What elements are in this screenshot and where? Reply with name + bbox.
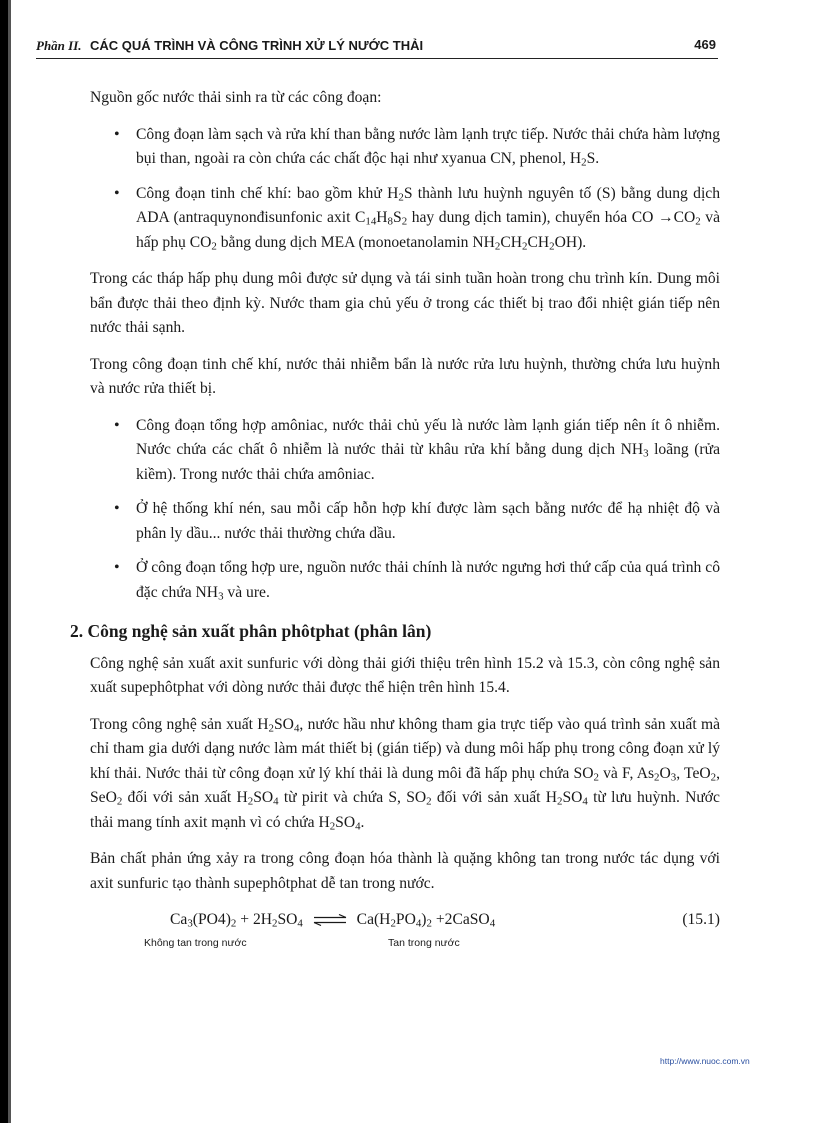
list-item: • Công đoạn tổng hợp amôniac, nước thải chủ yếu là nước làm lạnh gián tiếp nên ít ô nhiễm. Nước chứa các chất ô nhiễm là nước thải từ khâu rửa khí bằng dung dịch $NH_3$ loãng (rửa kiềm). Trong nước thải chứa amôniac.: [90, 414, 720, 488]
paragraph-gas-refining: Trong công đoạn tinh chế khí, nước thải nhiễm bẩn là nước rửa lưu huỳnh, thường chứa lưu huỳnh và nước rửa thiết bị.: [90, 355, 720, 397]
header-title: CÁC QUÁ TRÌNH VÀ CÔNG TRÌNH XỬ LÝ NƯỚC THẢI: [89, 38, 424, 53]
bullet-list-2: [90, 414, 720, 606]
header-rule: [36, 58, 718, 59]
scan-edge-shadow: [8, 0, 11, 1123]
section-heading: 2. Công nghệ sản xuất phân phôtphat (phân lân): [70, 621, 432, 641]
list-item: • Công đoạn tinh chế khí: bao gồm khử $H_2S$ thành lưu huỳnh nguyên tố (S) bằng dung dịch ADA (antraquynonđisunfonic axit $C_{14}H_8S_2$ hay dung dịch tamin), chuyển hóa CO $\to CO_2$ và hấp phụ $CO_2$ bằng dung dịch MEA (monoetanolamin $NH_2CH_2CH_2OH$).: [90, 182, 720, 256]
scan-edge: [0, 0, 8, 1123]
equation-15-1: [90, 908, 720, 954]
equation-expression: $Ca_3(PO4)_2 + 2H_2SO_4$ $Ca(H_2PO_4)_2$ +2CaSO$_4$: [170, 911, 496, 930]
intro-paragraph: Nguồn gốc nước thải sinh ra từ các công đoạn:: [90, 89, 382, 106]
equilibrium-arrow-icon: [313, 914, 347, 926]
paragraph-reaction: Bản chất phản ứng xảy ra trong công đoạn hóa thành là quặng không tan trong nước tác dụng với axit sunfuric tạo thành supephôtphat dễ tan trong nước.: [90, 850, 720, 892]
equation-number: (15.1): [682, 911, 720, 928]
paragraph-sulfuric: Công nghệ sản xuất axit sunfuric với dòng thải giới thiệu trên hình 15.2 và 15.3, còn công nghệ sản xuất supephôtphat với dòng nước thải được thể hiện trên hình 15.4.: [90, 654, 720, 696]
paragraph-h2so4: Trong công nghệ sản xuất $H_2SO_4$, nước hầu như không tham gia trực tiếp vào quá trình sản xuất mà chỉ tham gia dưới dạng nước làm mát thiết bị (gián tiếp) và dung môi hấp phụ trong công đoạn xử lý khí thải. Nước thải từ công đoạn xử lý khí thải là dung môi đã hấp phụ chứa $SO_2$ và F, $As_2O_3$, TeO$_2$, SeO$_2$ đối với sản xuất $H_2SO_4$ từ pirit và chứa S, $SO_2$ đối với sản xuất $H_2SO_4$ từ lưu huỳnh. Nước thải mang tính axit mạnh vì có chứa $H_2SO_4$.: [90, 715, 720, 833]
list-item: • Ở công đoạn tổng hợp ure, nguồn nước thải chính là nước ngưng hơi thứ cấp của quá trình cô đặc chứa $NH_3$ và ure.: [90, 556, 720, 605]
page-body: [70, 86, 720, 954]
list-item: • Ở hệ thống khí nén, sau mỗi cấp hỗn hợp khí được làm sạch bằng nước để hạ nhiệt độ và phân ly dầu... nước thải thường chứa dầu.: [90, 497, 720, 546]
list-item: • Công đoạn làm sạch và rửa khí than bằng nước làm lạnh trực tiếp. Nước thải chứa hàm lượng bụi than, ngoài ra còn chứa các chất độc hại như xyanua CN, phenol, $H_2S$.: [90, 123, 720, 172]
bullet-list-1: [90, 123, 720, 256]
equation-note-insoluble: Không tan trong nước: [144, 937, 247, 949]
header-part-label: Phần II.: [36, 38, 82, 53]
paragraph-absorption: Trong các tháp hấp phụ dung môi được sử dụng và tái sinh tuần hoàn trong chu trình kín. Dung môi bẩn được thải theo định kỳ. Nước tham gia chủ yếu ở trong các thiết bị trao đổi nhiệt gián tiếp nên nước thải sạnh.: [90, 270, 720, 336]
equation-note-soluble: Tan trong nước: [388, 937, 460, 949]
footer-url: http://www.nuoc.com.vn: [660, 1056, 750, 1066]
page-number: 469: [694, 37, 716, 52]
page-header: [36, 37, 716, 59]
